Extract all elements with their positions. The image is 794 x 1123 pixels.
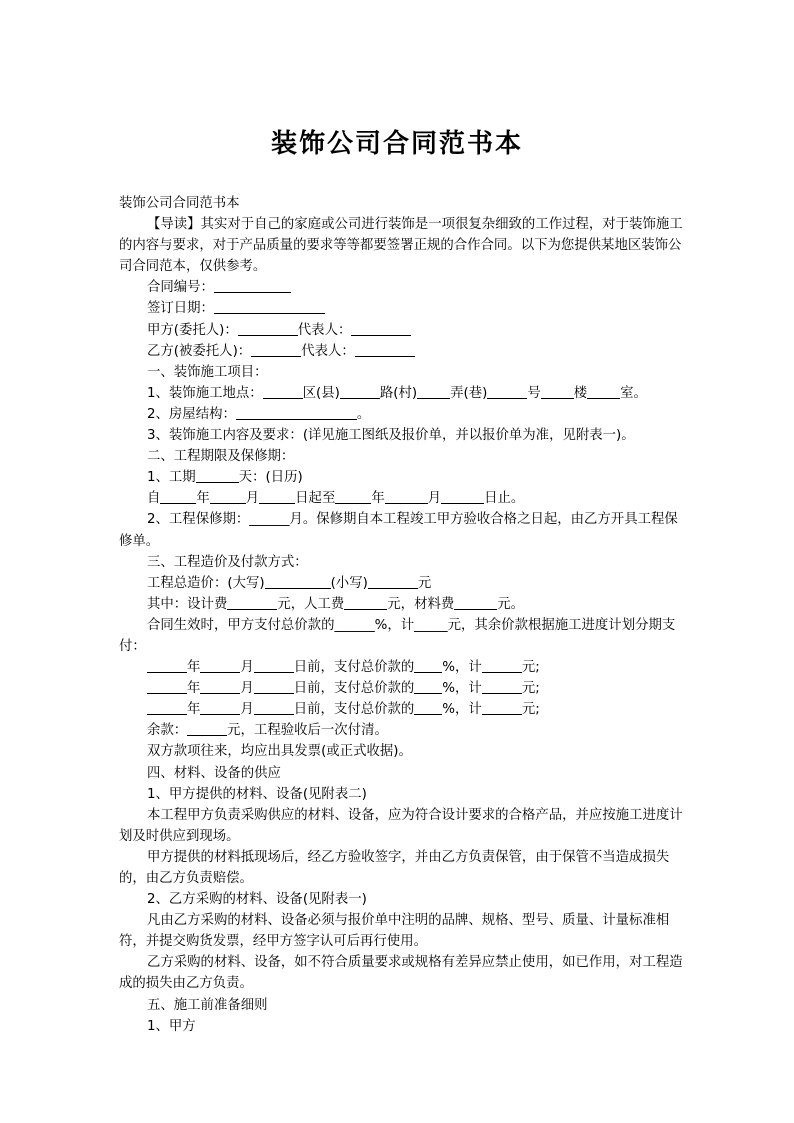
material-fee-blank — [454, 595, 497, 610]
contract-no-line — [119, 277, 685, 298]
party-a-rep-label: 代表人： — [297, 322, 352, 338]
period-from: 自 — [147, 491, 161, 507]
year-label: 年 — [196, 491, 210, 507]
inst-year-blank — [147, 658, 187, 673]
structure-blank — [236, 405, 357, 420]
party-a-supply-paragraph: 本工程甲方负责采购供应的材料、设备，应为符合设计要求的合格产品，并应按施工进度计划及时供应到现场。 — [119, 807, 683, 844]
road-blank — [340, 384, 380, 399]
balance-terms: 元，工程验收后一次付清。 — [227, 723, 388, 739]
party-b-quality-paragraph: 乙方采购的材料、设备，如不符合质量要求或规格有差异应禁止使用，如已作用，对工程造成的损失由乙方负责。 — [119, 955, 683, 992]
party-a-label: 甲方(委托人)： — [147, 322, 238, 338]
inst-pct-blank — [414, 700, 442, 715]
year-label: 年 — [187, 681, 201, 697]
section-5-heading: 五、施工前准备细则 — [147, 997, 268, 1013]
month-label: 月 — [245, 491, 260, 507]
pay-pct-label: %，计 — [442, 702, 482, 718]
year-label: 年 — [371, 491, 385, 507]
document-body — [119, 193, 685, 1037]
structure-end: 。 — [356, 406, 371, 422]
party-b-label: 乙方(被委托人)： — [147, 343, 252, 359]
contract-no-blank — [214, 278, 291, 293]
lane-label: 弄(巷) — [450, 385, 488, 401]
design-fee-blank — [227, 595, 277, 610]
inst-pct-blank — [414, 658, 442, 673]
invoice-line: 双方款项往来，均应出具发票(或正式收据)。 — [147, 744, 412, 760]
site-label: 1、装饰施工地点： — [147, 385, 263, 401]
inst-amount-blank — [482, 679, 522, 694]
party-a-blank — [238, 321, 298, 336]
party-b-rep-blank — [355, 342, 415, 357]
section-3-heading: 三、工程造价及付款方式： — [147, 554, 308, 570]
balance-line — [119, 720, 685, 741]
party-b-supply-paragraph: 凡由乙方采购的材料、设备必须与报价单中注明的品牌、规格、型号、质量、计量标准相符，并提交购货发票，经甲方签字认可后再行使用。 — [119, 913, 670, 950]
pay-end-label: 元; — [521, 702, 540, 718]
start-day-blank — [259, 489, 295, 504]
party-b-supply-heading: 2、乙方采购的材料、设备(见附表一) — [147, 892, 367, 908]
party-a-line — [119, 320, 685, 341]
structure-label: 2、房屋结构： — [147, 406, 236, 422]
pay-end-label: 元; — [521, 681, 540, 697]
section-2-heading: 二、工程期限及保修期： — [147, 449, 295, 465]
room-label: 室。 — [620, 385, 647, 401]
labor-fee-blank — [344, 595, 387, 610]
content-line: 3、装饰施工内容及要求：(详见施工图纸及报价单，并以报价单为准，见附表一)。 — [147, 428, 635, 444]
site-address-line — [119, 383, 685, 404]
detail-end: 元。 — [497, 596, 525, 612]
duration-blank — [196, 468, 239, 483]
pay-pct-label: %，计 — [442, 660, 482, 676]
section-4-heading: 四、材料、设备的供应 — [147, 765, 281, 781]
party-a-custody-paragraph: 甲方提供的材料抵现场后，经乙方验收签字，并由乙方负责保管，由于保管不当造成损失的，由乙方负责赔偿。 — [119, 849, 670, 886]
party-b-line — [119, 341, 685, 362]
sign-date-blank — [214, 299, 325, 314]
total-lower-label: (小写) — [330, 575, 368, 591]
pay-end-label: 元; — [521, 660, 540, 676]
duration-line — [119, 467, 685, 488]
pay-before-label: 日前，支付总价款的 — [293, 702, 415, 718]
inst-month-blank — [200, 658, 240, 673]
day-to-label: 日起至 — [295, 491, 336, 507]
district-label: 区(县) — [302, 385, 340, 401]
month-label: 月 — [240, 681, 254, 697]
inst-year-blank — [147, 700, 187, 715]
start-month-blank — [210, 489, 246, 504]
contract-no-label: 合同编号： — [147, 280, 214, 296]
price-detail-line — [119, 594, 685, 615]
room-blank — [587, 384, 620, 399]
balance-label: 余款： — [147, 723, 188, 739]
pay-pct-label: %，计 — [442, 681, 482, 697]
intro-paragraph: 【导读】其实对于自己的家庭或公司进行装饰是一项很复杂细致的工作过程，对于装饰施工的内容与要求，对于产品质量的要求等等都要签署正规的合作合同。以下为您提供某地区装饰公司合同范本，仅供参考。 — [119, 217, 683, 275]
warranty-paragraph: 2、工程保修期：______月。保修期自本工程竣工甲方验收合格之日起，由乙方开具工程保修单。 — [119, 512, 678, 549]
party-b-rep-label: 代表人： — [301, 343, 355, 359]
building-blank — [541, 384, 574, 399]
inst-day-blank — [254, 679, 294, 694]
number-blank — [487, 384, 527, 399]
end-month-blank — [385, 489, 428, 504]
month-label: 月 — [240, 702, 254, 718]
period-line — [119, 488, 685, 509]
road-label: 路(村) — [379, 385, 418, 401]
sign-date-label: 签订日期： — [147, 301, 214, 317]
installment-row — [119, 699, 685, 720]
inst-amount-blank — [482, 700, 522, 715]
total-upper-blank — [265, 574, 331, 589]
number-label: 号 — [527, 385, 541, 401]
total-lower-blank — [368, 574, 418, 589]
duration-label: 1、工期 — [147, 470, 196, 486]
payment-terms-paragraph: 合同生效时，甲方支付总价款的______%，计_____元，其余价款根据施工进度计划分期支付： — [119, 617, 676, 654]
labor-fee-label: 元，人工费 — [277, 596, 345, 612]
inst-day-blank — [254, 658, 294, 673]
inst-year-blank — [147, 679, 187, 694]
period-stop: 日止。 — [484, 491, 525, 507]
building-label: 楼 — [573, 385, 588, 401]
material-fee-label: 元，材料费 — [387, 596, 455, 612]
installment-row — [119, 678, 685, 699]
section-5-sub-1: 1、甲方 — [147, 1018, 196, 1034]
total-upper-label: 工程总造价：(大写) — [147, 575, 265, 591]
inst-month-blank — [200, 700, 240, 715]
inst-pct-blank — [414, 679, 442, 694]
structure-line — [119, 404, 685, 425]
subtitle: 装饰公司合同范书本 — [119, 196, 240, 211]
site-blank — [263, 384, 303, 399]
end-day-blank — [441, 489, 484, 504]
design-fee-label: 其中：设计费 — [147, 596, 228, 612]
party-a-rep-blank — [351, 321, 411, 336]
section-1-heading: 一、装饰施工项目： — [147, 364, 268, 380]
pay-before-label: 日前，支付总价款的 — [293, 681, 415, 697]
sign-date-line — [119, 298, 685, 319]
balance-blank — [187, 721, 227, 736]
yuan-label: 元 — [417, 575, 432, 591]
pay-before-label: 日前，支付总价款的 — [293, 660, 415, 676]
party-b-blank — [251, 342, 301, 357]
duration-unit: 天：(日历) — [238, 470, 303, 486]
inst-month-blank — [200, 679, 240, 694]
month-label: 月 — [240, 660, 254, 676]
year-label: 年 — [187, 702, 201, 718]
month-label: 月 — [427, 491, 442, 507]
year-label: 年 — [187, 660, 201, 676]
installment-row — [119, 657, 685, 678]
inst-day-blank — [254, 700, 294, 715]
document-title: 装饰公司合同范书本 — [270, 129, 523, 159]
party-a-supply-heading: 1、甲方提供的材料、设备(见附表二) — [147, 786, 367, 802]
lane-blank — [417, 384, 450, 399]
end-year-blank — [335, 489, 371, 504]
start-year-blank — [160, 489, 196, 504]
total-price-line — [119, 573, 685, 594]
inst-amount-blank — [482, 658, 522, 673]
